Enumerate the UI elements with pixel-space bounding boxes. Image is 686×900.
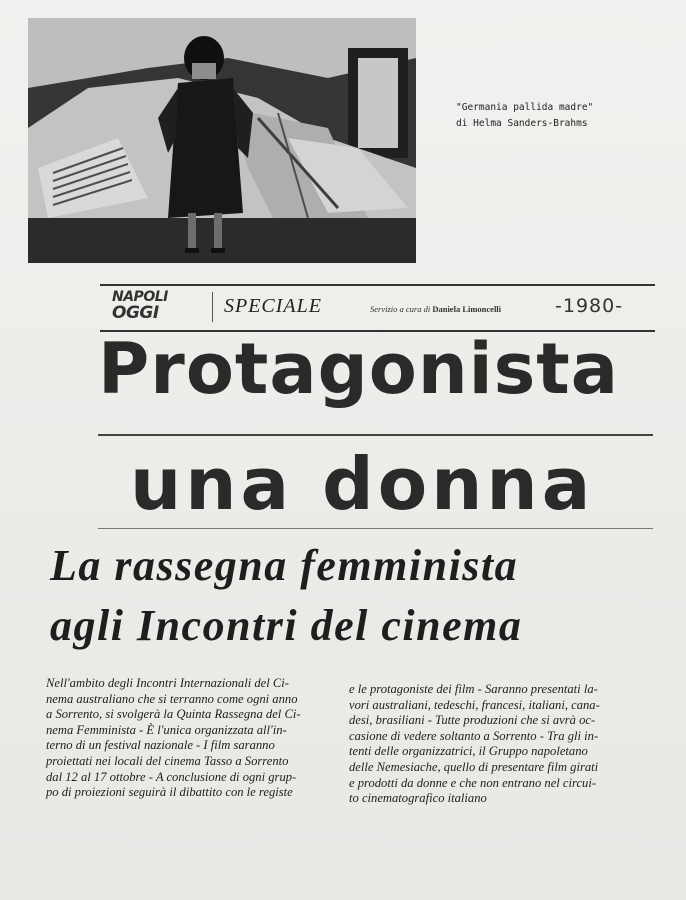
body-line: nema Femminista - È l'unica organizzata all'in- [46,722,287,737]
logo-line-2: OGGI [112,303,159,323]
headline-line-2: una donna [130,442,595,526]
body-line: vori australiani, tedeschi, francesi, italiani, cana- [349,697,600,712]
body-line: dal 12 al 17 ottobre - A conclusione di ogni grup- [46,769,297,784]
body-line: terno di un festival nazionale - I film saranno [46,738,275,753]
body-line: a Sorrento, si svolgerà la Quinta Rassegna del Ci- [46,707,301,722]
body-line: desi, brasiliani - Tutte produzioni che si avrà oc- [349,713,596,728]
handwritten-year: -1980- [555,295,624,317]
body-line: proiettati nei locali del cinema Tasso a Sorrento [46,753,289,768]
newspaper-logo [112,290,210,324]
body-line: delle Nemesiache, quello di presentare film girati [349,759,599,774]
headline-line-1: Protagonista [98,328,620,410]
caption-title: "Germania pallida madre" [456,102,594,113]
article-column-left [46,676,338,801]
body-line: nema australiano che si terranno come ogni anno [46,691,298,706]
body-line: to cinematografico italiano [349,791,487,806]
body-line: po di proiezioni seguirà il dibattito con le registe [46,785,293,800]
headline-divider [98,434,653,436]
caption-director: di Helma Sanders-Brahms [456,118,588,129]
curator-credit [370,304,501,314]
photo-illustration [28,18,416,263]
section-label: SPECIALE [224,295,322,317]
body-line: casione di vedere soltanto a Sorrento - Tra gli in- [349,728,599,743]
masthead-bar [100,284,655,332]
body-line: Nell'ambito degli Incontri Internazionali del Ci- [46,676,290,690]
curator-prefix: Servizio a cura di [370,304,431,314]
article-column-right [349,682,641,807]
subheadline-line-1: La rassegna femminista [50,541,519,590]
photo-caption [456,100,656,132]
logo-divider [212,292,213,322]
subheadline-line-2: agli Incontri del cinema [50,601,523,650]
logo-line-1: NAPOLI [112,289,168,305]
headline-underline [98,528,653,529]
film-still-photo [28,18,416,263]
body-line: e le protagoniste dei film - Saranno presentati la- [349,682,598,696]
body-line: e prodotti da donne e che non entrano nel circui- [349,775,597,790]
body-line: tenti delle organizzatrici, il Gruppo napoletano [349,744,588,759]
curator-name: Daniela Limoncelli [432,304,502,314]
